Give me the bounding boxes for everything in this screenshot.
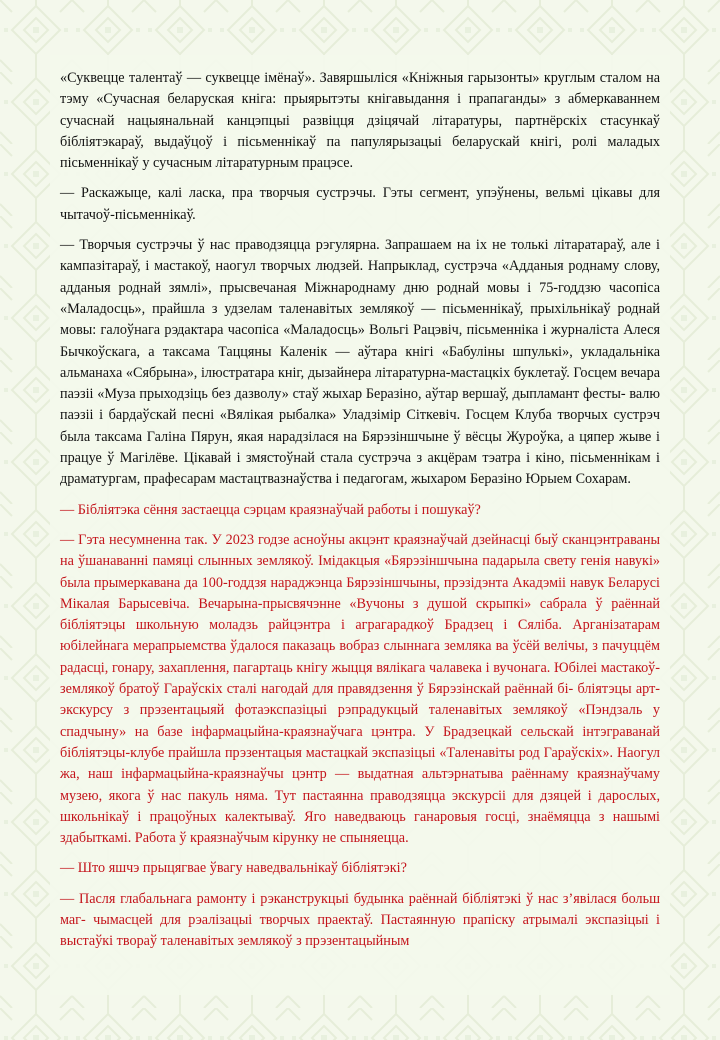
question-paragraph: — Бібліятэка сёння застаецца сэрцам краязнаўчай работы і пошукаў? (60, 501, 481, 518)
article-paragraph: «Суквецце талентаў — суквецце імёнаў». Завяршыліся «Кніжныя гарызонты» круглым сталом на тэму «Сучасная беларуская кніга: прыярытэты кнігавыдання і прапаганды» з абмеркаваннем сучаснай нацыянальнай канцэпцыі развіцця дзіцячай літаратуры, партнёрскіх стасункаў бібліятэкараў, выдаўцоў і пісьменнікаў па папулярызацыі беларускай кнігі, ролі маладых пісьменнікаў у сучасным літаратурным працэсе. (60, 70, 660, 172)
question-paragraph: — Раскажыце, калі ласка, пра творчыя сустрэчы. Гэты сегмент, упэўнены, вельмі цікавы для чытачоў-пісьменнікаў. (60, 185, 660, 223)
answer-paragraph: — Творчыя сустрэчы ў нас праводзяцца рэгулярна. Запрашаем на іх не толькі літаратараў, але і кампазітараў, і мастакоў, наогул творчых людзей. Напрыклад, сустрэча «Адданыя роднаму слову, адданыя роднай зямлі», прысвечаная Міжнароднаму дню роднай мовы і 75-годдзю часопіса «Маладосць», прайшла з удзелам таленавітых землякоў — пісьменнікаў, прыхільнікаў роднай мовы: галоўнага рэдактара часопіса «Маладосць» Вольгі Рацэвіч, пісьменніка і журналіста Алеся Бычкоўскага, а таксама Таццяны Каленік — аўтара кнігі «Бабуліны шпулькі», укладальніка альманаха «Сябрына», ілюстратара кніг, дызайнера літаратурна-мастацкіх буклетаў. Госцем вечара паэзіі «Муза прыходзіць без дазволу» стаў жыхар Беразіно, аўтар вершаў, дыпламант фесты- валю паэзіі і бардаўскай песні «Вялікая рыбалка» Уладзімір Сіткевіч. Госцем Клуба творчых сустрэч была таксама Галіна Пярун, якая нарадзілася на Бярэзіншчыне ў вёсцы Журоўка, а цяпер жыве і працуе ў Магілёве. Цікавай і змястоўнай стала сустрэча з акцёрам тэатра і кіно, пісьменнікам і драматургам, прафесарам мастацтвазнаўства і педагогам, жыхаром Беразіно Юрыем Сохарам. (60, 237, 660, 488)
question-paragraph: — Што яшчэ прыцягвае ўвагу наведвальнікаў бібліятэкі? (60, 860, 407, 877)
answer-paragraph: — Пасля глабальнага рамонту і рэканструкцыі будынка раённай бібліятэкі ў нас з’явілася больш маг- чымасцей для рэалізацыі творчых праектаў. Пастаянную прапіску атрымалі экспазіцыі і выстаўкі твораў таленавітых землякоў з прэзентацыйным (60, 890, 660, 950)
answer-paragraph: — Гэта несумненна так. У 2023 годзе асноўны акцэнт краязнаўчай дзейнасці быў сканцэнтраваны на ўшанаванні памяці слынных землякоў. Імідакцыя «Бярэзіншчына падарыла свету генія навукі» была прымеркавана да 100-годдзя нараджэнца Бярэзіншчыны, прэзідэнта Акадэміі навук Беларусі Мікалая Барысевіча. Вечарына-прысвячэнне «Вучоны з душой скрыпкі» сабрала ў раённай бібліятэцы школьную моладзь райцэнтра і аграгарадкоў Брадзец і Сяліба. Арганізатарам юбілейнага мерапрыемства ўдалося паказаць вобраз слыннага земляка ва ўсёй велічы, з пачуццём радасці, гонару, захаплення, пагартаць кнігу жыцця вялікага чалавека і вучонага. Юбілеі мастакоў-землякоў братоў Гараўскіх сталі нагодай для правядзення ў Бярэзінскай раённай бі- бліятэцы арт-экскурсу з прэзентацыяй фотаэкспазіцыі рэпрадукцый таленавітых землякоў «Пэндзаль у спадчыну» на базе інфармацыйна-краязнаўчага цэнтра. У Брадзецкай сельскай інтэграванай бібліятэцы-клубе прайшла прэзентацыя мастацкай экспазіцыі «Таленавіты род Гараўскіх». Наогул жа, наш інфармацыйна-краязнаўчы цэнтр — выдатная альтэрнатыва раённаму краязнаўчаму музею, якога ў нас пакуль няма. Тут пастаянна праводзяцца экскурсіі для дзяцей і дарослых, школьнікаў і працоўных калектываў. Яго наведваюць ганаровыя госці, знаёмяцца з нашымі здабыткамі. Работа ў краязнаўчым кірунку не спыняецца. (60, 531, 660, 847)
article-body (60, 68, 660, 962)
